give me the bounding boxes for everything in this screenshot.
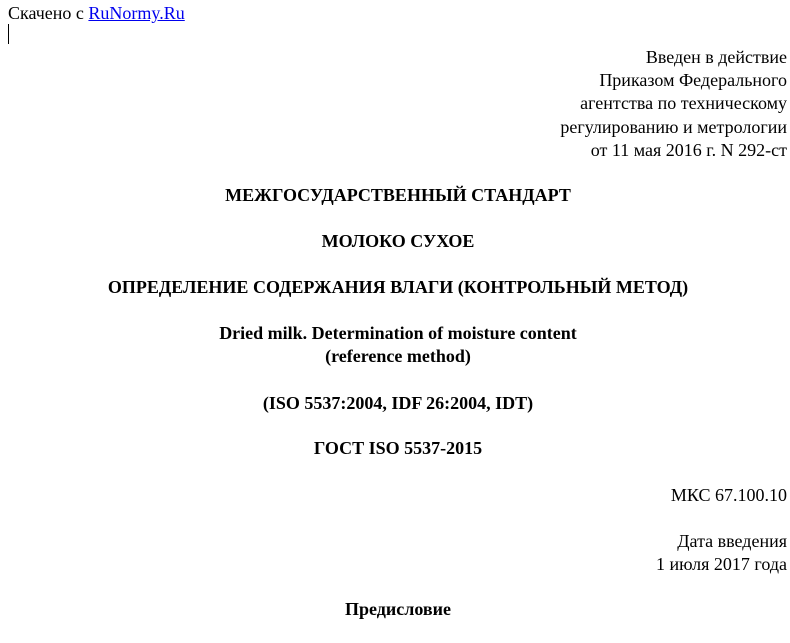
mks-code <box>671 484 787 507</box>
title-ru-product: МОЛОКО СУХОЕ <box>321 231 475 251</box>
enactment-line: регулированию и метрологии <box>560 116 787 137</box>
standard-type-heading: МЕЖГОСУДАРСТВЕННЫЙ СТАНДАРТ <box>225 185 571 205</box>
source-prefix: Скачено с <box>8 3 89 23</box>
enactment-block <box>560 46 787 162</box>
enactment-line: Приказом Федерального <box>599 70 787 91</box>
title-en-line-2: (reference method) <box>325 346 471 366</box>
standard-designation: ГОСТ ISO 5537-2015 <box>313 438 483 458</box>
enactment-line: Введен в действие <box>645 47 787 67</box>
preface-heading: Предисловие <box>345 599 451 619</box>
enactment-line: агентства по техническому <box>580 93 787 114</box>
title-en-line-1: Dried milk. Determination of moisture content <box>219 323 577 343</box>
source-link[interactable]: RuNormy.Ru <box>88 3 185 23</box>
mks-code-text: МКС 67.100.10 <box>670 485 787 505</box>
introduction-date-label: Дата введения <box>677 531 787 551</box>
iso-equivalence: (ISO 5537:2004, IDF 26:2004, IDT) <box>262 393 534 413</box>
source-line <box>8 3 185 23</box>
enactment-line: от 11 мая 2016 г. N 292-ст <box>590 139 787 160</box>
introduction-date-value: 1 июля 2017 года <box>656 554 787 575</box>
introduction-date-block <box>656 530 787 576</box>
title-ru-method: ОПРЕДЕЛЕНИЕ СОДЕРЖАНИЯ ВЛАГИ (КОНТРОЛЬНЫЙ МЕТОД) <box>107 277 689 297</box>
text-cursor <box>8 24 9 44</box>
